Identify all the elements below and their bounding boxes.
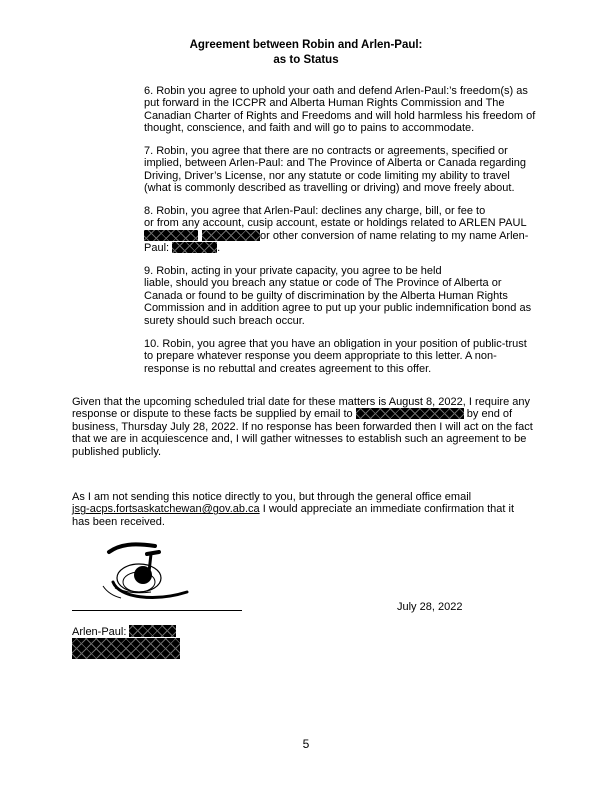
clause-8-line-3-text: or other conversion of name relating to my name Arlen- — [260, 229, 529, 242]
clause-10 — [144, 338, 527, 375]
title-line-1: Agreement between Robin and Arlen-Paul: — [189, 39, 423, 51]
redacted-surname — [144, 230, 198, 241]
signatory-name — [72, 625, 176, 638]
clause-6 — [144, 85, 535, 135]
clause-8-line-4-tail: . — [217, 242, 221, 255]
redacted-name — [172, 242, 217, 253]
clause-8-line: 8. Robin, you agree that Arlen-Paul: declines any charge, bill, or fee to — [144, 205, 486, 217]
clause-8 — [144, 205, 528, 255]
notice-line-2 — [72, 503, 514, 515]
clause-9-line: Commission and in addition agree to put up your public indemnification bond as — [144, 302, 532, 315]
notice-paragraph — [72, 491, 514, 528]
clause-6-line: put forward in the ICCPR and Alberta Human Rights Commission and The — [144, 97, 505, 110]
clause-6-line: thought, conscience, and faith and will go to pains to accommodate. — [144, 122, 475, 135]
deadline-paragraph — [72, 396, 533, 458]
clause-7-line: (what is commonly described as travelling or driving) and move freely about. — [144, 182, 515, 195]
clause-7-line: Driving, Driver’s License, nor any statute or code limiting my ability to travel — [144, 169, 510, 182]
signatory-name-prefix: Arlen-Paul: — [72, 626, 127, 638]
deadline-line-2-head: response or dispute to these facts be supplied by email to — [72, 408, 353, 421]
notice-line-2-tail: I would appreciate an immediate confirmation that it — [259, 503, 515, 516]
clause-10-line: to prepare whatever response you deem appropriate to this letter. A non- — [144, 350, 497, 363]
notice-line: has been received. — [72, 515, 165, 528]
redacted-name — [129, 625, 176, 637]
deadline-line: business, Thursday July 28, 2022. If no response has been forwarded then I will act on the fact — [72, 420, 533, 433]
deadline-line-2 — [72, 408, 533, 420]
clause-8-line: or from any account, cusip account, estate or holdings related to ARLEN PAUL — [144, 217, 527, 230]
deadline-line: Given that the upcoming scheduled trial date for these matters is August 8, 2022, I require any — [72, 396, 530, 408]
document-title — [0, 38, 612, 68]
clause-9-line: surety should such breach occur. — [144, 314, 305, 327]
handwritten-signature — [95, 542, 191, 606]
clause-9 — [144, 265, 531, 327]
deadline-line: published publicly. — [72, 445, 162, 458]
clause-10-line: 10. Robin, you agree that you have an obligation in your position of public-trust — [144, 338, 527, 350]
clause-9-line: liable, should you breach any statue or code of The Province of Alberta or — [144, 277, 502, 290]
redacted-email — [356, 408, 464, 419]
clause-6-line: 6. Robin you agree to uphold your oath and defend Arlen-Paul:’s freedom(s) as — [144, 85, 528, 97]
clause-10-line: response is no rebuttal and creates agreement to this offer. — [144, 362, 432, 375]
clause-7 — [144, 145, 526, 195]
title-line-2: as to Status — [273, 54, 339, 66]
deadline-line: that we are in acquiescence and, I will gather witnesses to establish such an agreement to be — [72, 433, 527, 446]
clause-8-line-3 — [144, 230, 528, 242]
redacted-name — [202, 230, 260, 241]
clause-8-line-4 — [144, 242, 528, 254]
clause-8-line-4-head: Paul: — [144, 242, 170, 255]
page-number: 5 — [302, 737, 310, 751]
clause-7-line: 7. Robin, you agree that there are no contracts or agreements, specified or — [144, 145, 508, 157]
clause-9-line: Canada or found to be guilty of discrimination by the Alberta Human Rights — [144, 289, 508, 302]
signature-line — [72, 610, 242, 611]
clause-9-line: 9. Robin, acting in your private capacity, you agree to be held — [144, 265, 442, 277]
notice-line: As I am not sending this notice directly to you, but through the general office email — [72, 491, 472, 503]
deadline-line-2-tail: by end of — [466, 408, 513, 421]
redacted-signatory-surname — [72, 638, 180, 659]
signature-date: July 28, 2022 — [397, 601, 463, 613]
clause-6-line: Canadian Charter of Rights and Freedoms and will hold harmless his freedom of — [144, 109, 536, 122]
office-email-link[interactable]: jsg-acps.fortsaskatchewan@gov.ab.ca — [72, 503, 260, 516]
clause-7-line: implied, between Arlen-Paul: and The Province of Alberta or Canada regarding — [144, 157, 526, 170]
